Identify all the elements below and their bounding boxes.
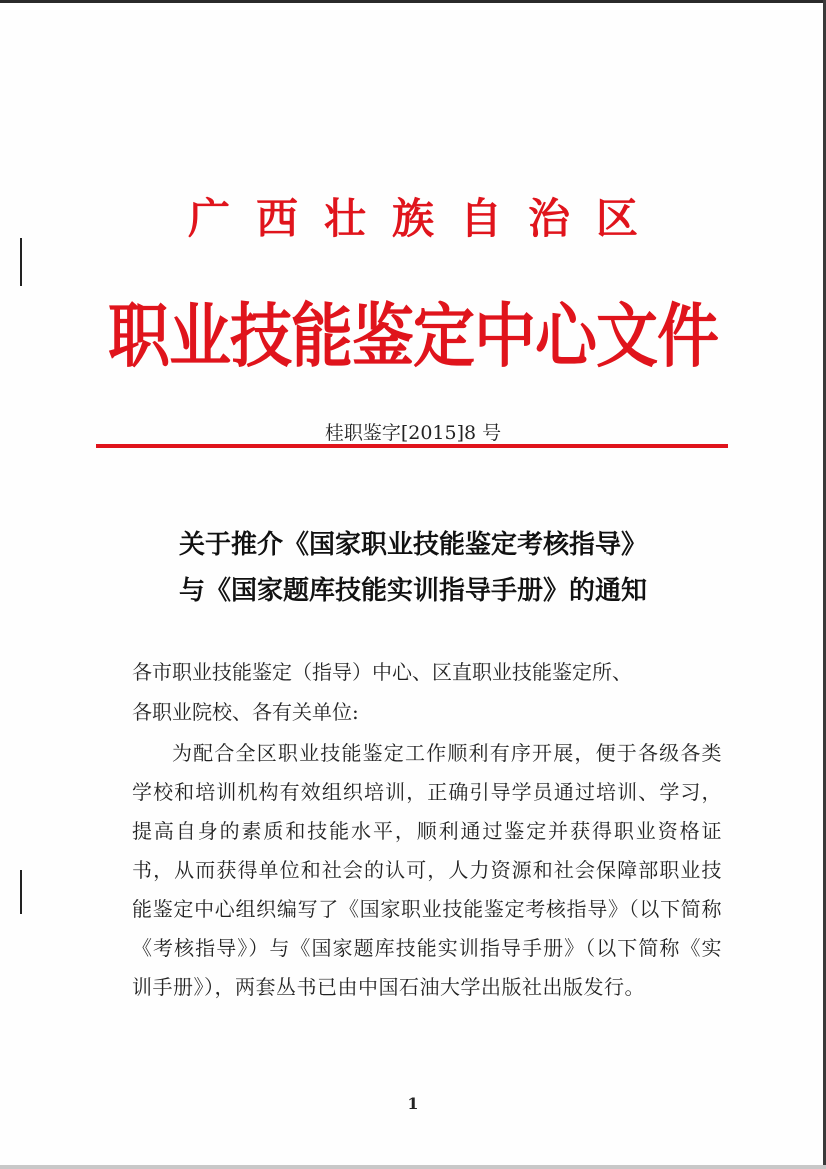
issuer-agency: 职业技能鉴定中心文件 [107, 295, 718, 377]
issuer-region: 广西壮族自治区 [187, 194, 664, 243]
salutation-line-2: 各职业院校、各有关单位: [132, 700, 359, 724]
binding-mark [20, 870, 22, 914]
salutation [132, 652, 722, 732]
notice-title [0, 522, 826, 614]
document-number: 桂职鉴字[2015]8 号 [324, 422, 502, 444]
red-divider [96, 444, 728, 448]
scan-edge-top [0, 0, 826, 3]
body-paragraph: 为配合全区职业技能鉴定工作顺利有序开展，便于各级各类学校和培训机构有效组织培训，正确引导学员通过培训、学习，提高自身的素质和技能水平，顺利通过鉴定并获得职业资格证书，从而获得单位和社会的认可，人力资源和社会保障部职业技能鉴定中心组织编写了《国家职业技能鉴定考核指导》（以下简称《考核指导》）与《国家题库技能实训指导手册》（以下简称《实训手册》），两套丛书已由中国石油大学出版社出版发行。 [132, 741, 722, 999]
scan-edge-bottom [0, 1165, 826, 1169]
title-line-1: 关于推介《国家职业技能鉴定考核指导》 [178, 530, 647, 560]
salutation-line-1: 各市职业技能鉴定（指导）中心、区直职业技能鉴定所、 [132, 660, 632, 684]
page-number: 1 [407, 1094, 419, 1113]
title-line-2: 与《国家题库技能实训指导手册》的通知 [178, 576, 647, 606]
